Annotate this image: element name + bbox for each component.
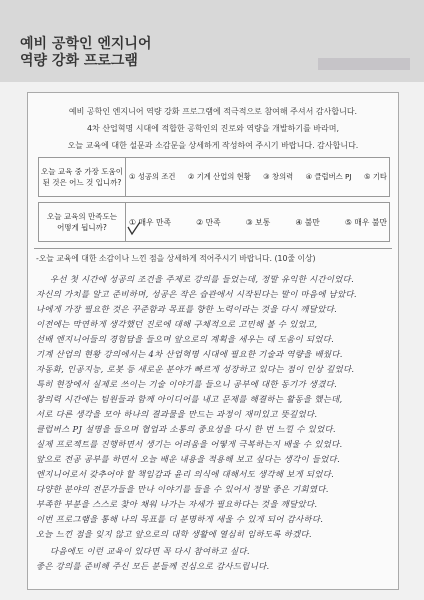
option-creativity[interactable]: ③ 창의력 <box>263 172 294 181</box>
intro-text <box>38 103 388 154</box>
option-label: ① 매우 만족 <box>129 217 172 227</box>
option-dissatisfied[interactable]: ④ 불만 <box>295 217 320 227</box>
redacted-area <box>318 58 410 70</box>
comment-line: 이전에는 막연하게 생각했던 진로에 대해 구체적으로 고민해 볼 수 있었고, <box>36 319 318 329</box>
comment-prompt: -오늘 교육에 대한 소감이나 느낀 점을 상세하게 적어주시기 바랍니다. (10줄 이상) <box>36 254 316 263</box>
comment-line: 부족한 부분을 스스로 찾아 채워 나가는 자세가 필요하다는 것을 깨달았다. <box>36 499 318 509</box>
option-other[interactable]: ⑤ 기타 <box>363 172 387 181</box>
question-label <box>39 203 126 241</box>
page-title <box>20 36 151 70</box>
title-line-1: 예비 공학인 엔지니어 <box>20 36 152 52</box>
question-helpful <box>38 157 390 197</box>
comment-line: 나에게 가장 필요한 것은 꾸준함과 목표를 향한 노력이라는 것을 다시 깨달았다. <box>36 304 338 314</box>
option-industry-status[interactable]: ② 기계 산업의 현황 <box>187 172 251 181</box>
comment-line: 이번 프로그램을 통해 나의 목표를 더 분명하게 세울 수 있게 되어 감사하다. <box>36 514 324 524</box>
checkmark-icon <box>126 221 142 237</box>
option-satisfied[interactable]: ② 만족 <box>196 217 221 227</box>
comment-line: 좋은 강의를 준비해 주신 모든 분들께 진심으로 감사드립니다. <box>36 561 270 571</box>
comment-line: 우선 첫 시간에 성공의 조건을 주제로 강의를 들었는데, 정말 유익한 시간이었다. <box>50 274 355 284</box>
survey-sheet <box>27 92 399 590</box>
question-label <box>39 158 126 196</box>
option-neutral[interactable]: ③ 보통 <box>245 217 271 227</box>
question-label-line: 오늘 교육 중 가장 도움이 <box>41 167 123 176</box>
option-very-satisfied[interactable] <box>129 217 171 228</box>
comment-line: 앞으로 전공 공부를 하면서 오늘 배운 내용을 적용해 보고 싶다는 생각이 들었다. <box>36 454 341 464</box>
comment-line: 오늘 느낀 점을 잊지 않고 앞으로의 대학 생활에 열심히 임하도록 하겠다. <box>36 529 312 539</box>
intro-line: 4차 산업혁명 시대에 적합한 공학인의 진로와 역량을 개발하기를 바라며, <box>86 124 340 133</box>
question-label-line: 어떻게 됩니까? <box>57 223 107 232</box>
intro-line: 오늘 교육에 대한 설문과 소감문을 상세하게 작성하여 주시기 바랍니다. 감사합니다. <box>67 141 359 150</box>
comment-line: 기계 산업의 현황 강의에서는 4차 산업혁명 시대에 필요한 기술과 역량을 배웠다. <box>36 349 343 359</box>
comment-line: 엔지니어로서 갖추어야 할 책임감과 윤리 의식에 대해서도 생각해 보게 되었다. <box>36 469 335 479</box>
comment-line: 자신의 가치를 알고 준비하며, 성공은 작은 습관에서 시작된다는 말이 마음에 남았다. <box>36 289 357 299</box>
option-clubbus-pj[interactable]: ④ 클럽버스 PJ <box>305 172 352 181</box>
comment-line: 다양한 분야의 전문가들을 만나 이야기를 들을 수 있어서 정말 좋은 기회였다. <box>36 484 329 494</box>
comment-line: 다음에도 이런 교육이 있다면 꼭 다시 참여하고 싶다. <box>50 546 250 556</box>
option-success-conditions[interactable]: ① 성공의 조건 <box>129 172 176 181</box>
comment-line: 자동화, 인공지능, 로봇 등 새로운 분야가 빠르게 성장하고 있다는 점이 인상 깊었다. <box>36 364 355 374</box>
option-group <box>129 158 387 196</box>
section-divider <box>34 248 392 249</box>
comment-line: 창의력 시간에는 팀원들과 함께 아이디어를 내고 문제를 해결하는 활동을 했는데, <box>36 394 343 404</box>
intro-line: 예비 공학인 엔지니어 역량 강화 프로그램에 적극적으로 참여해 주셔서 감사합니다. <box>68 107 358 116</box>
question-satisfaction <box>38 202 390 242</box>
comment-line: 실제 프로젝트를 진행하면서 생기는 어려움을 어떻게 극복하는지 배울 수 있었다. <box>36 439 343 449</box>
question-label-line: 된 것은 어느 것 입니까? <box>42 178 122 187</box>
option-very-dissatisfied[interactable]: ⑤ 매우 불만 <box>344 217 387 227</box>
comment-line: 서로 다른 생각을 모아 하나의 결과물을 만드는 과정이 재미있고 뜻깊었다. <box>36 409 318 419</box>
option-group <box>129 203 387 241</box>
page-header <box>0 0 424 82</box>
handwritten-comment[interactable] <box>36 273 394 583</box>
title-line-2: 역량 강화 프로그램 <box>20 53 138 69</box>
comment-line: 선배 엔지니어들의 경험담을 들으며 앞으로의 계획을 세우는 데 도움이 되었다. <box>36 334 335 344</box>
comment-line: 특히 현장에서 실제로 쓰이는 기술 이야기를 들으니 공부에 대한 동기가 생겼다. <box>36 379 338 389</box>
question-label-line: 오늘 교육의 만족도는 <box>47 212 117 221</box>
comment-line: 클럽버스 PJ 설명을 들으며 협업과 소통의 중요성을 다시 한 번 느낄 수 있었다. <box>36 424 336 434</box>
